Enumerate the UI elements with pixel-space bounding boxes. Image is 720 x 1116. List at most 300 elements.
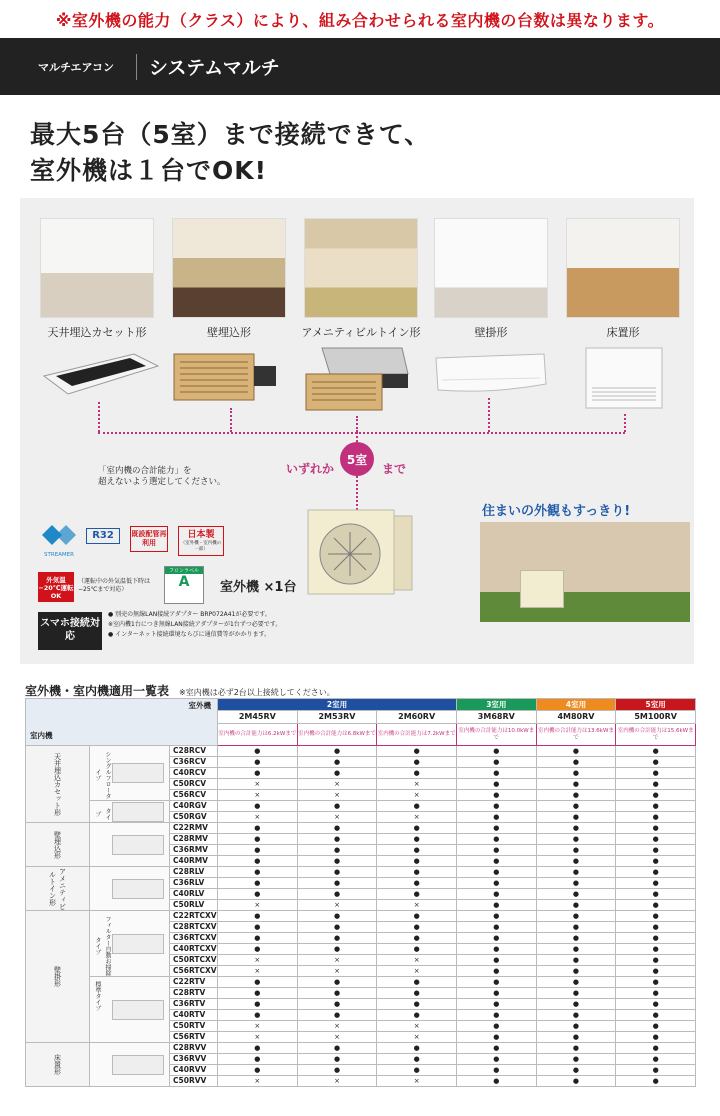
compat-mark: ● [616, 856, 696, 867]
compat-mark: ● [297, 922, 377, 933]
unit-cassette [38, 348, 162, 398]
compat-mark: ● [616, 944, 696, 955]
indoor-model: C40RLV [170, 889, 218, 900]
compat-mark: ● [456, 867, 536, 878]
compat-mark: ● [616, 867, 696, 878]
compat-mark: ● [218, 746, 298, 757]
compat-mark: ● [297, 999, 377, 1010]
facade-outdoor-unit [520, 570, 564, 608]
compat-mark: ● [616, 768, 696, 779]
compat-mark: ● [456, 988, 536, 999]
compat-mark: ● [616, 757, 696, 768]
compat-mark: ● [536, 790, 616, 801]
compat-mark: ● [536, 801, 616, 812]
compat-mark: ● [536, 944, 616, 955]
room-label-builtin: アメニティビルトイン形 [301, 326, 421, 339]
section-label: アメニティビルトイン形 [26, 867, 90, 911]
table-title [25, 682, 335, 699]
indoor-model: C28RMV [170, 834, 218, 845]
unit-builtin [302, 344, 412, 414]
room-label-cassette: 天井埋込カセット形 [47, 326, 147, 339]
japan-text: 日本製 [187, 530, 215, 540]
compat-mark: ● [377, 911, 457, 922]
header-bar [0, 38, 720, 95]
compat-mark: ● [456, 878, 536, 889]
compat-mark: ● [377, 757, 457, 768]
compat-mark: ● [377, 1010, 457, 1021]
compat-mark: ● [297, 746, 377, 757]
model-header: 4M80RV [536, 711, 616, 724]
compat-mark: ● [218, 845, 298, 856]
compat-mark: ● [218, 823, 298, 834]
compat-mark: ● [297, 768, 377, 779]
capacity-cell: 室内機の合計能力は7.2kWまで [377, 724, 457, 746]
section-subtype [90, 1043, 170, 1087]
indoor-model: C50RCV [170, 779, 218, 790]
headline-line-2: 室外機は１台でOK! [30, 156, 268, 185]
compat-mark: ● [536, 823, 616, 834]
compat-mark: ● [218, 922, 298, 933]
room-photo-floor [566, 218, 680, 318]
section-label: 壁埋込形 [26, 823, 90, 867]
compat-mark: ● [297, 988, 377, 999]
compat-mark: ● [456, 812, 536, 823]
room-photo-wall-mounted [434, 218, 548, 318]
compat-mark: ● [297, 878, 377, 889]
compat-mark: ● [218, 977, 298, 988]
compat-mark: ● [218, 944, 298, 955]
connector-line [98, 432, 625, 434]
indoor-model: C28RVV [170, 1043, 218, 1054]
indoor-model: C36RLV [170, 878, 218, 889]
indoor-model: C28RCV [170, 746, 218, 757]
compat-mark: ● [377, 977, 457, 988]
compat-mark: ● [456, 1021, 536, 1032]
smartphone-note: ※室内機1台につき無線LAN接続アダプターが1台ずつ必要です。 [108, 621, 282, 628]
freon-label-title: フロンラベル [165, 567, 203, 574]
compat-mark: ● [456, 889, 536, 900]
compat-mark: ● [218, 1010, 298, 1021]
compat-mark: ● [297, 911, 377, 922]
compat-mark: ● [297, 867, 377, 878]
indoor-model: C28RTCXV [170, 922, 218, 933]
indoor-model: C40RCV [170, 768, 218, 779]
compat-mark: ● [218, 988, 298, 999]
capacity-cell: 室内機の合計能力は6.2kWまで [218, 724, 298, 746]
compat-mark: ● [377, 1065, 457, 1076]
compat-mark: ● [616, 823, 696, 834]
compat-mark: × [297, 1021, 377, 1032]
smartphone-badge: スマホ接続対応 [38, 612, 102, 650]
compat-mark: ● [456, 1010, 536, 1021]
compat-mark: ● [297, 823, 377, 834]
compat-mark: × [377, 900, 457, 911]
compat-mark: ● [616, 999, 696, 1010]
compat-mark: ● [297, 1010, 377, 1021]
capacity-cell: 室内機の合計能力は10.0kWまで [456, 724, 536, 746]
compat-mark: ● [218, 757, 298, 768]
compat-mark: ● [297, 1054, 377, 1065]
product-panel [20, 198, 694, 664]
notice-text: ※室外機の能力（クラス）により、組み合わせられる室内機の台数は異なります。 [55, 10, 665, 30]
compat-mark: × [377, 966, 457, 977]
compat-mark: ● [377, 999, 457, 1010]
compat-mark: ● [297, 944, 377, 955]
smartphone-note: ● 別売の無線LAN接続アダプター BRP072A41が必要です。 [108, 611, 271, 618]
group-header: 5室用 [616, 699, 696, 711]
freon-grade: A [178, 574, 190, 590]
indoor-model: C50RTV [170, 1021, 218, 1032]
compat-mark: ● [456, 746, 536, 757]
compat-mark: ● [536, 878, 616, 889]
compat-mark: ● [616, 1076, 696, 1087]
table-note: ※室内機は必ず2台以上接続してください。 [179, 688, 335, 697]
group-header: 3室用 [456, 699, 536, 711]
unit-thumbnail [112, 802, 164, 822]
header-category: マルチエアコン [38, 60, 115, 74]
compat-mark: ● [616, 746, 696, 757]
compat-mark: ● [456, 768, 536, 779]
compat-mark: ● [616, 911, 696, 922]
compat-mark: ● [456, 1054, 536, 1065]
compat-mark: ● [456, 1043, 536, 1054]
existing-pipe-badge: 既設配管再利用 [130, 526, 168, 552]
compat-mark: ● [456, 757, 536, 768]
room-label-floor: 床置形 [606, 326, 640, 339]
outdoor-unit [304, 506, 416, 598]
compat-mark: ● [456, 966, 536, 977]
section-label: 床置形 [26, 1043, 90, 1087]
compat-mark: × [377, 1032, 457, 1043]
compat-mark: ● [377, 1054, 457, 1065]
compat-mark: ● [218, 889, 298, 900]
smartphone-note: ● インターネット接続環境ならびに通信費等がかかります。 [108, 631, 271, 638]
compat-mark: × [297, 1076, 377, 1087]
connector-line [624, 414, 626, 432]
compat-mark: × [218, 1021, 298, 1032]
table-row [26, 911, 696, 922]
compat-mark: × [297, 779, 377, 790]
header-divider [136, 54, 137, 80]
table-row [26, 867, 696, 878]
compat-mark: ● [297, 834, 377, 845]
compat-mark: ● [456, 944, 536, 955]
compat-mark: ● [297, 845, 377, 856]
compat-mark: ● [456, 977, 536, 988]
compat-mark: ● [456, 790, 536, 801]
section-subtype [90, 911, 170, 977]
compat-mark: × [218, 779, 298, 790]
compat-mark: ● [536, 856, 616, 867]
compat-mark: × [297, 900, 377, 911]
compat-mark: ● [536, 1021, 616, 1032]
low-temp-badge: 外気温−20℃運転OK [38, 572, 74, 602]
headline [0, 95, 720, 205]
streamer-text: STREAMER [44, 552, 74, 558]
room-photo-cassette [40, 218, 154, 318]
compat-mark: ● [456, 922, 536, 933]
low-temp-note: （運転中の外気温低下時は−25℃まで対応） [78, 578, 151, 593]
compat-mark: ● [536, 779, 616, 790]
compat-mark: ● [377, 845, 457, 856]
connector-line [98, 402, 100, 432]
compat-mark: ● [536, 900, 616, 911]
compat-mark: ● [377, 867, 457, 878]
compat-mark: × [218, 1076, 298, 1087]
compat-mark: ● [616, 1021, 696, 1032]
compat-mark: ● [536, 889, 616, 900]
indoor-model: C36RTCXV [170, 933, 218, 944]
compat-mark: ● [536, 1010, 616, 1021]
compat-mark: ● [536, 746, 616, 757]
compat-mark: × [377, 812, 457, 823]
compat-mark: ● [218, 1065, 298, 1076]
compat-mark: ● [536, 768, 616, 779]
compat-mark: ● [218, 878, 298, 889]
group-header: 2室用 [218, 699, 457, 711]
compat-mark: ● [377, 922, 457, 933]
compat-mark: ● [218, 911, 298, 922]
outdoor-label: 室外機 ×1台 [220, 580, 297, 595]
section-subtype-text: フィルター自動お掃除タイプ [94, 915, 111, 976]
indoor-header: 室内機 [30, 731, 53, 740]
compat-mark: × [377, 1076, 457, 1087]
room-label-wall-mounted: 壁掛形 [474, 326, 508, 339]
compat-mark: ● [456, 999, 536, 1010]
compat-mark: × [218, 1032, 298, 1043]
compat-mark: ● [536, 955, 616, 966]
compat-mark: × [297, 955, 377, 966]
compat-mark: ● [616, 889, 696, 900]
indoor-model: C22RTV [170, 977, 218, 988]
compat-mark: ● [536, 812, 616, 823]
facade-caption: 住まいの外観もすっきり! [482, 504, 631, 519]
header-title: システムマルチ [149, 57, 280, 79]
compat-mark: ● [616, 977, 696, 988]
compat-mark: ● [616, 779, 696, 790]
r32-badge: R32 [86, 528, 120, 544]
compat-mark: ● [456, 1065, 536, 1076]
compat-mark: ● [218, 867, 298, 878]
connector-line [230, 408, 232, 432]
indoor-model: C28RTV [170, 988, 218, 999]
compat-mark: ● [536, 1054, 616, 1065]
indoor-model: C40RTCXV [170, 944, 218, 955]
compat-mark: ● [616, 1054, 696, 1065]
compat-mark: ● [297, 1043, 377, 1054]
indoor-model: C50RLV [170, 900, 218, 911]
compat-mark: × [297, 790, 377, 801]
compat-mark: × [297, 966, 377, 977]
compat-mark: ● [536, 999, 616, 1010]
model-header: 5M100RV [616, 711, 696, 724]
compat-mark: ● [536, 966, 616, 977]
table-corner [26, 699, 218, 746]
unit-thumbnail [112, 1055, 164, 1075]
indoor-model: C36RVV [170, 1054, 218, 1065]
indoor-model: C22RMV [170, 823, 218, 834]
table-row [26, 977, 696, 988]
compat-mark: ● [377, 878, 457, 889]
compat-mark: ● [377, 933, 457, 944]
compat-mark: ● [456, 911, 536, 922]
headline-line-1: 最大5台（5室）まで接続できて、 [30, 120, 431, 149]
model-header: 2M53RV [297, 711, 377, 724]
compat-mark: × [218, 955, 298, 966]
capacity-cell: 室内機の合計能力は15.6kWまで [616, 724, 696, 746]
capacity-note: 「室内機の合計能力」を 超えないよう選定してください。 [98, 466, 226, 487]
indoor-model: C56RCV [170, 790, 218, 801]
compat-mark: ● [297, 757, 377, 768]
rooms-badge: 5室 [340, 442, 374, 476]
indoor-model: C50RGV [170, 812, 218, 823]
unit-wall-embedded [170, 348, 280, 406]
compat-mark: ● [456, 834, 536, 845]
compat-mark: ● [456, 823, 536, 834]
unit-wall-mounted [432, 350, 550, 396]
compat-mark: ● [297, 856, 377, 867]
indoor-model: C28RLV [170, 867, 218, 878]
compat-mark: ● [536, 1043, 616, 1054]
unit-floor [582, 344, 666, 412]
section-label: 壁掛形 [26, 911, 90, 1043]
unit-thumbnail [112, 1000, 164, 1020]
model-header: 2M60RV [377, 711, 457, 724]
connect-right: まで [382, 462, 407, 476]
compat-mark: × [377, 1021, 457, 1032]
compat-mark: ● [536, 834, 616, 845]
indoor-model: C50RTCXV [170, 955, 218, 966]
indoor-model: C22RTCXV [170, 911, 218, 922]
compat-mark: ● [616, 955, 696, 966]
room-photo-builtin [304, 218, 418, 318]
compat-mark: ● [456, 933, 536, 944]
compat-mark: × [218, 966, 298, 977]
compat-mark: ● [218, 834, 298, 845]
compat-mark: ● [377, 746, 457, 757]
compat-mark: × [377, 779, 457, 790]
compat-mark: ● [297, 933, 377, 944]
compat-mark: ● [616, 1010, 696, 1021]
compat-mark: ● [616, 790, 696, 801]
compat-mark: ● [456, 779, 536, 790]
unit-thumbnail [112, 835, 164, 855]
compat-mark: ● [536, 977, 616, 988]
compat-mark: ● [616, 845, 696, 856]
group-header: 4室用 [536, 699, 616, 711]
compat-mark: ● [536, 922, 616, 933]
section-label: 天井埋込カセット形 [26, 746, 90, 823]
streamer-logo [38, 522, 80, 556]
smartphone-notes [108, 610, 498, 640]
compat-mark: ● [616, 878, 696, 889]
model-header: 2M45RV [218, 711, 298, 724]
compat-mark: ● [616, 812, 696, 823]
compat-mark: × [297, 1032, 377, 1043]
compat-mark: ● [218, 801, 298, 812]
outdoor-header: 室外機 [188, 701, 212, 710]
room-photo-wall-embedded [172, 218, 286, 318]
unit-thumbnail [112, 879, 164, 899]
compat-mark: ● [616, 1043, 696, 1054]
compat-mark: ● [616, 966, 696, 977]
compat-mark: ● [218, 1043, 298, 1054]
connector-line [356, 416, 358, 432]
compat-mark: ● [218, 768, 298, 779]
indoor-model: C40RTV [170, 1010, 218, 1021]
compat-mark: ● [456, 1032, 536, 1043]
section-subtype-text: シングルフロータイプ [94, 751, 111, 799]
capacity-cell: 室内機の合計能力は6.8kWまで [297, 724, 377, 746]
compat-mark: × [218, 812, 298, 823]
section-subtype-text: タイプ [94, 807, 111, 820]
indoor-model: C36RMV [170, 845, 218, 856]
compat-mark: ● [536, 1032, 616, 1043]
connector-line [488, 398, 490, 432]
compat-mark: ● [536, 845, 616, 856]
compat-mark: × [297, 812, 377, 823]
compat-mark: ● [377, 801, 457, 812]
compat-mark: ● [616, 1032, 696, 1043]
section-subtype [90, 801, 170, 823]
compat-mark: × [218, 900, 298, 911]
compat-mark: ● [616, 801, 696, 812]
indoor-model: C56RTCXV [170, 966, 218, 977]
compat-mark: ● [377, 1043, 457, 1054]
compat-mark: ● [456, 801, 536, 812]
compat-mark: ● [536, 757, 616, 768]
connect-left: いずれか [286, 462, 335, 476]
compat-mark: ● [218, 933, 298, 944]
compat-mark: ● [377, 834, 457, 845]
section-subtype-text: 標準タイプ [94, 981, 101, 1011]
compat-mark: ● [377, 768, 457, 779]
compat-mark: ● [218, 1054, 298, 1065]
compat-mark: ● [536, 1065, 616, 1076]
indoor-model: C56RTV [170, 1032, 218, 1043]
compat-mark: ● [218, 856, 298, 867]
compat-mark: ● [297, 1065, 377, 1076]
compat-mark: ● [536, 911, 616, 922]
compat-mark: ● [616, 922, 696, 933]
indoor-model: C50RVV [170, 1076, 218, 1087]
compat-mark: ● [616, 1065, 696, 1076]
indoor-model: C40RMV [170, 856, 218, 867]
freon-label [164, 566, 204, 604]
table-row [26, 823, 696, 834]
compat-mark: ● [536, 867, 616, 878]
section-subtype [90, 977, 170, 1043]
compat-mark: ● [616, 933, 696, 944]
compat-mark: ● [297, 801, 377, 812]
room-label-wall-embedded: 壁埋込形 [207, 326, 251, 339]
compat-mark: ● [377, 823, 457, 834]
compat-mark: ● [377, 856, 457, 867]
compat-mark: ● [536, 1076, 616, 1087]
section-subtype [90, 823, 170, 867]
model-header: 3M68RV [456, 711, 536, 724]
compat-mark: ● [456, 955, 536, 966]
compat-mark: ● [456, 856, 536, 867]
compat-mark: ● [218, 999, 298, 1010]
facade-photo [480, 522, 690, 622]
compat-mark: ● [297, 889, 377, 900]
compat-mark: ● [456, 1076, 536, 1087]
compat-mark: ● [456, 900, 536, 911]
unit-thumbnail [112, 763, 164, 783]
compat-mark: ● [616, 900, 696, 911]
indoor-model: C36RTV [170, 999, 218, 1010]
